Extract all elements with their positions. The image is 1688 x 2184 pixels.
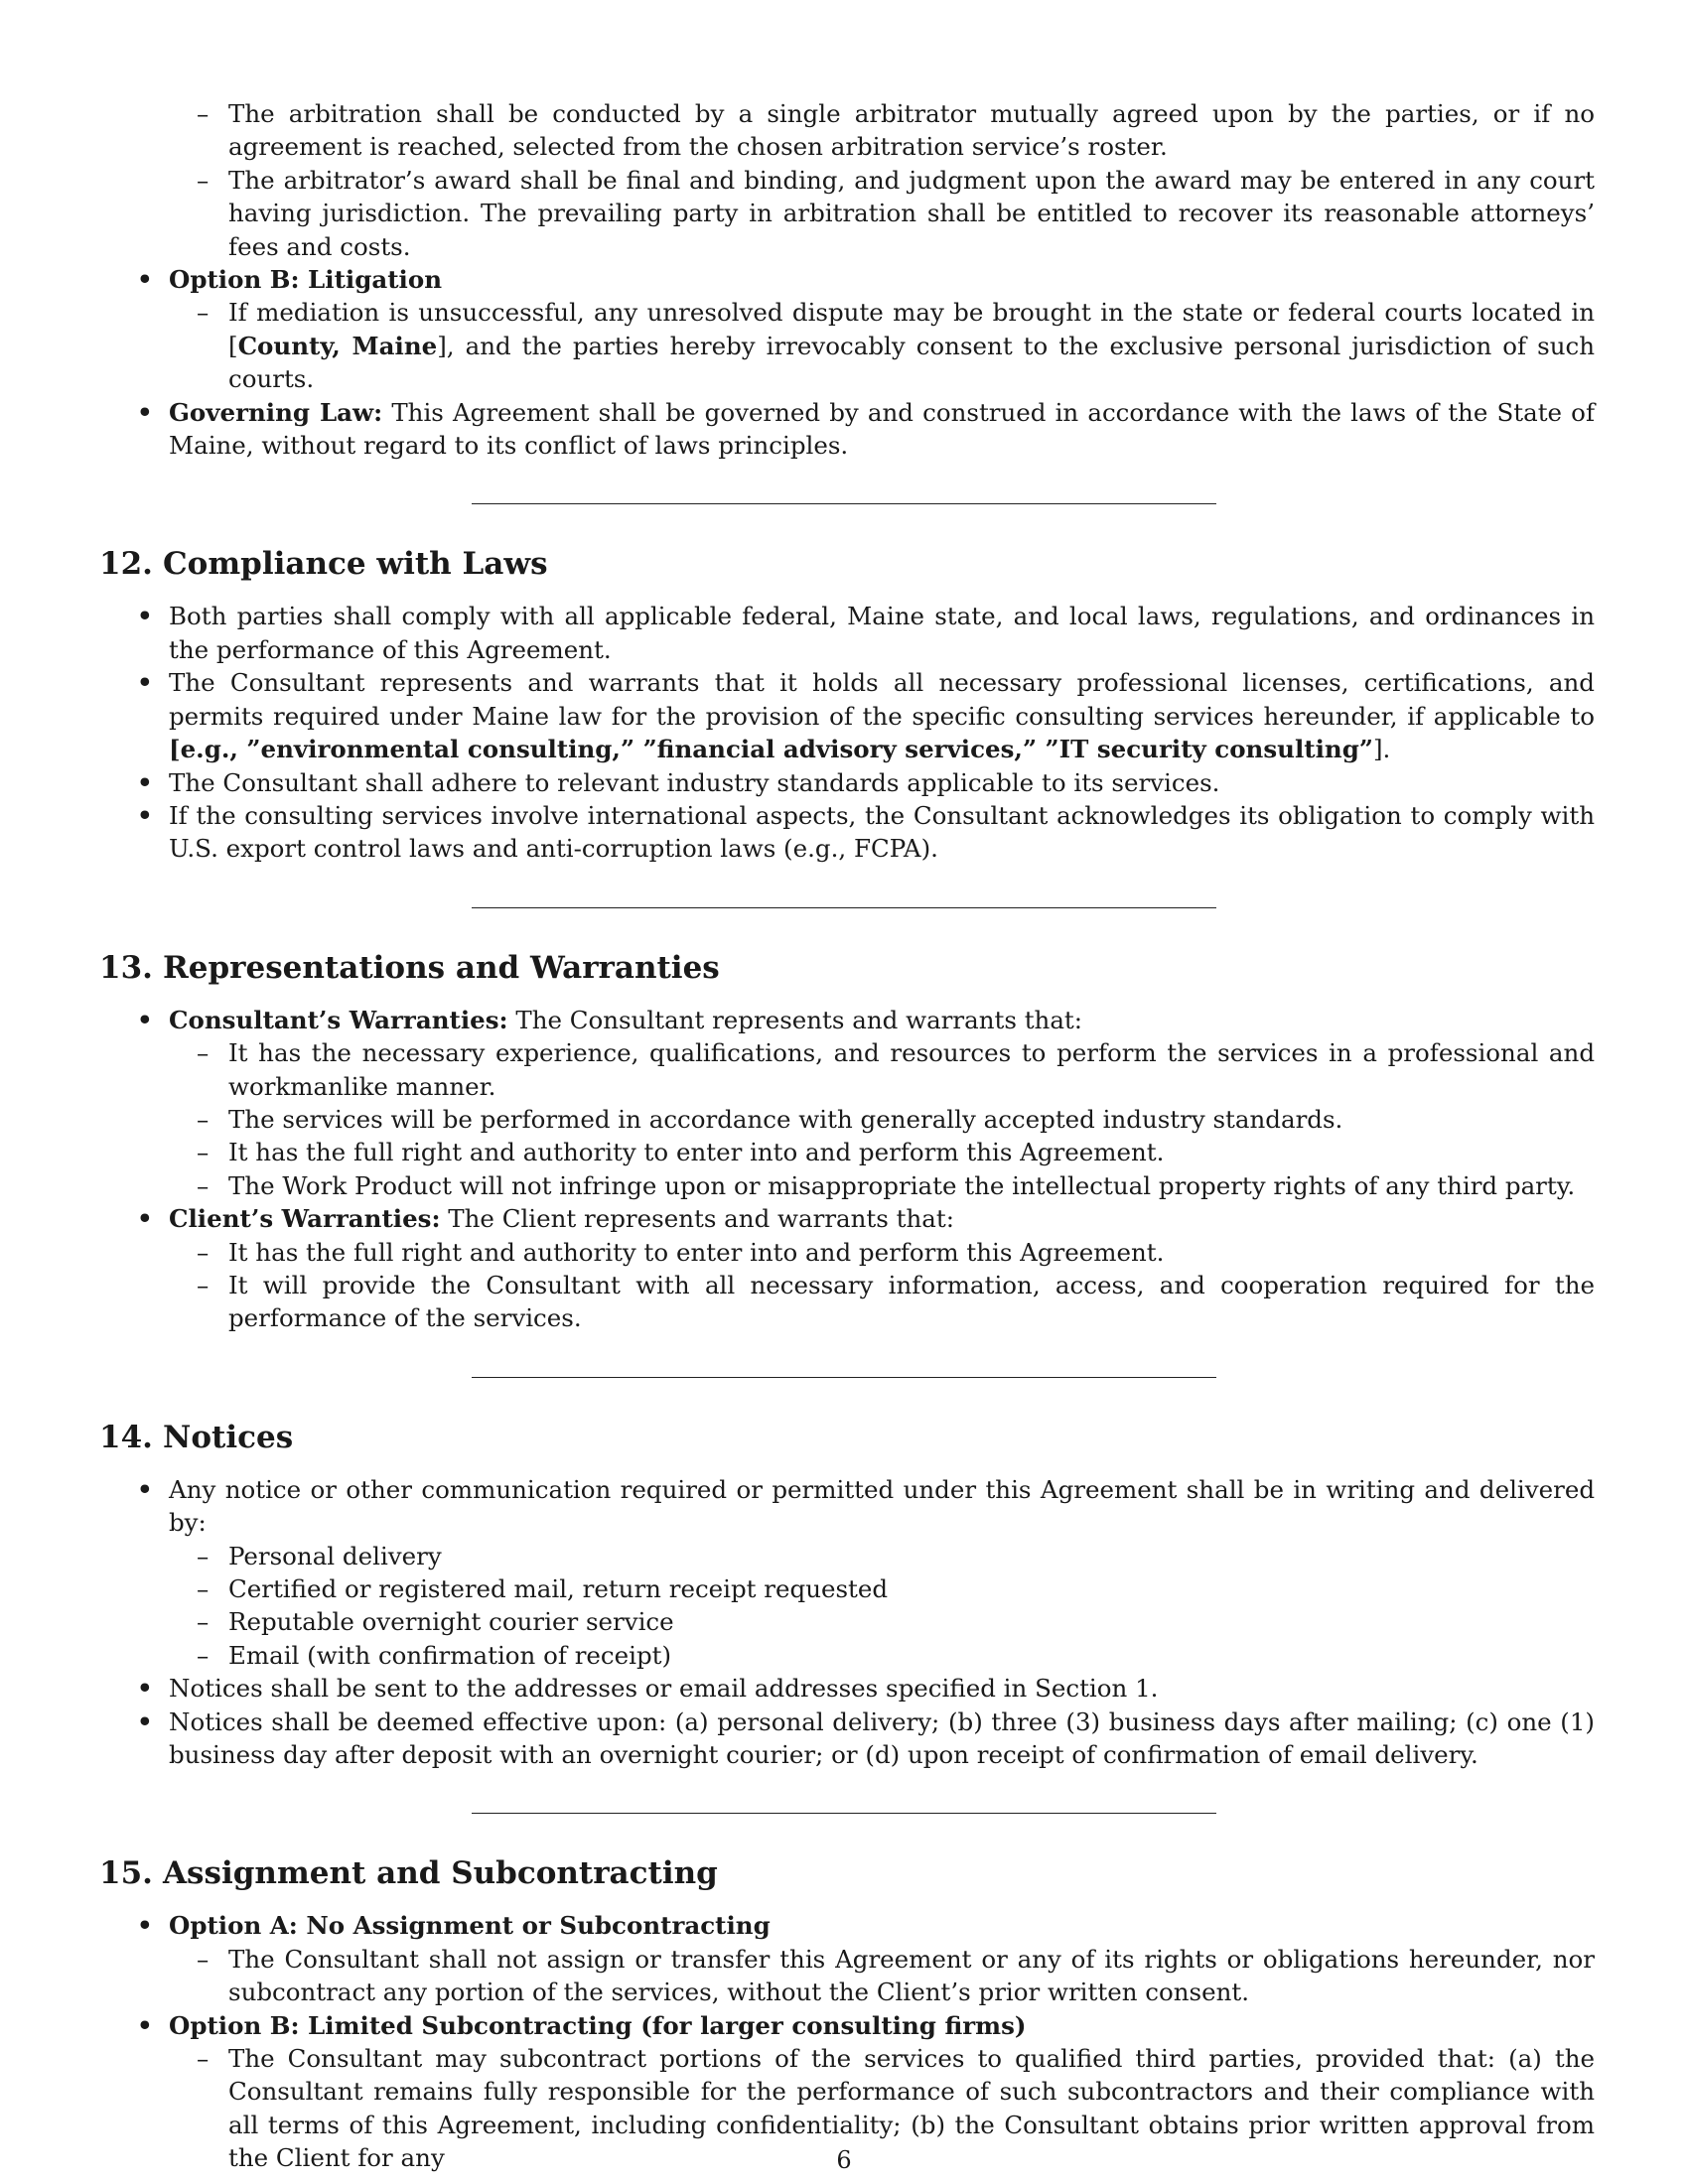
client-warranties-label: Client’s Warranties: bbox=[169, 1204, 441, 1234]
dash-marker: – bbox=[197, 1541, 210, 1570]
dash-marker: – bbox=[197, 1104, 210, 1134]
dash-marker: – bbox=[197, 165, 210, 195]
bullet-marker: • bbox=[137, 800, 153, 830]
list-item: – Certified or registered mail, return receipt requested bbox=[99, 1572, 1595, 1605]
list-item: – It will provide the Consultant with all necessary information, access, and cooperation required for the performance of the services. bbox=[197, 1270, 1595, 1333]
bullet-marker: • bbox=[137, 1674, 153, 1704]
document-body bbox=[99, 97, 1595, 2175]
bullet-marker: • bbox=[137, 265, 153, 295]
option-label: Option B: Litigation bbox=[169, 265, 443, 295]
bullet-marker: • bbox=[137, 602, 153, 631]
option-label: Option A: No Assignment or Subcontracting bbox=[169, 1911, 771, 1941]
dash-marker: – bbox=[197, 298, 210, 328]
list-item: – Reputable overnight courier service bbox=[99, 1605, 1595, 1638]
list-item: • Notices shall be sent to the addresses or email addresses specified in Section 1. bbox=[99, 1672, 1595, 1705]
dash-marker: – bbox=[197, 1237, 210, 1267]
section-heading: 15. Assignment and Subcontracting bbox=[99, 1855, 718, 1892]
bullet-marker: • bbox=[137, 2010, 153, 2040]
list-item: • Notices shall be deemed effective upon: (a) personal delivery; (b) three (3) business days after mailing; (c) one (1) business day after deposit with an overnight courier; or (d) upon receipt of confirmation of email delivery. bbox=[137, 1706, 1595, 1770]
bullet-marker: • bbox=[137, 1706, 153, 1736]
list-item: • Any notice or other communication required or permitted under this Agreement shall be in writing and delivered by: bbox=[137, 1474, 1595, 1538]
section-heading: 13. Representations and Warranties bbox=[99, 949, 720, 986]
list-item: • Client’s Warranties: The Client represents and warrants that: bbox=[99, 1202, 1595, 1235]
page-number: 6 bbox=[836, 2146, 852, 2174]
dash-marker: – bbox=[197, 1270, 210, 1299]
list-item: • Governing Law: This Agreement shall be governed by and construed in accordance with the laws of the State of Maine, without regard to its conflict of laws principles. bbox=[137, 397, 1596, 461]
list-item: – Email (with confirmation of receipt) bbox=[99, 1639, 1595, 1672]
section-heading: 14. Notices bbox=[99, 1419, 294, 1455]
section-divider bbox=[472, 1813, 1216, 1814]
bullet-marker: • bbox=[137, 767, 153, 797]
bullet-marker: • bbox=[137, 1005, 153, 1034]
consultant-warranties-label: Consultant’s Warranties: bbox=[169, 1005, 508, 1034]
list-item: – Personal delivery bbox=[99, 1540, 1595, 1572]
list-item: • The Consultant represents and warrants that it holds all necessary professional licenses, certifications, and permits required under Maine law for the provision of the specific consulting services hereunder, if applicable to [e.g., ”environmental consulting,” ”financial advisory services,” ”IT security consulting”]. bbox=[137, 668, 1595, 764]
list-item: – The arbitrator’s award shall be final and binding, and judgment upon the award may be entered in any court having jurisdiction. The prevailing party in arbitration shall be entitled to recover its reasonable attorneys’ fees and costs. bbox=[197, 165, 1595, 261]
placeholder-county: County, Maine bbox=[237, 331, 438, 360]
list-item: • If the consulting services involve international aspects, the Consultant acknowledges its obligation to comply with U.S. export control laws and anti-corruption laws (e.g., FCPA). bbox=[137, 800, 1595, 864]
dash-marker: – bbox=[197, 1038, 210, 1068]
governing-law-label: Governing Law: bbox=[169, 397, 383, 427]
list-item bbox=[99, 263, 1595, 296]
list-item: – The services will be performed in accordance with generally accepted industry standards. bbox=[99, 1103, 1595, 1136]
bullet-marker: • bbox=[137, 1204, 153, 1234]
dash-marker: – bbox=[197, 1640, 210, 1670]
list-item: – It has the necessary experience, qualifications, and resources to perform the services in a professional and workmanlike manner. bbox=[197, 1038, 1595, 1101]
bullet-marker: • bbox=[137, 668, 153, 698]
list-item bbox=[99, 1909, 1595, 1942]
list-item: – If mediation is unsuccessful, any unresolved dispute may be brought in the state or federal courts located in [County, Maine], and the parties hereby irrevocably consent to the exclusive personal jurisdiction of such courts. bbox=[197, 298, 1595, 394]
dash-marker: – bbox=[197, 1944, 210, 1974]
dash-marker: – bbox=[197, 1138, 210, 1167]
section-heading: 12. Compliance with Laws bbox=[99, 546, 548, 583]
bullet-marker: • bbox=[137, 1911, 153, 1941]
dash-marker: – bbox=[197, 1170, 210, 1200]
list-item: • The Consultant shall adhere to relevant industry standards applicable to its services. bbox=[99, 766, 1595, 799]
list-item: – The Consultant shall not assign or transfer this Agreement or any of its rights or obligations hereunder, nor subcontract any portion of the services, without the Client’s prior written consent. bbox=[197, 1944, 1595, 2007]
dash-marker: – bbox=[197, 99, 210, 128]
list-item bbox=[99, 2009, 1595, 2042]
dash-marker: – bbox=[197, 1574, 210, 1603]
list-item: • Both parties shall comply with all applicable federal, Maine state, and local laws, regulations, and ordinances in the performance of this Agreement. bbox=[137, 602, 1595, 664]
list-item: – It has the full right and authority to enter into and perform this Agreement. bbox=[99, 1136, 1595, 1168]
list-item: – The Consultant may subcontract portions of the services to qualified third parties, provided that: (a) the Consultant remains fully responsible for the performance of such subcontractors and their compliance with all terms of this Agreement, including confidentiality; (b) the Consultant obtains prior written approval from the Client for any bbox=[197, 2044, 1595, 2173]
dash-marker: – bbox=[197, 1607, 210, 1637]
placeholder-examples: [e.g., ”environmental consulting,” ”financial advisory services,” ”IT security consulting” bbox=[169, 735, 1373, 764]
bullet-marker: • bbox=[137, 1474, 153, 1504]
section-divider bbox=[472, 503, 1216, 504]
list-item: • Consultant’s Warranties: The Consultant represents and warrants that: bbox=[99, 1004, 1595, 1036]
section-divider bbox=[472, 1377, 1216, 1378]
bullet-marker: • bbox=[137, 397, 153, 427]
section-divider bbox=[472, 907, 1216, 908]
dash-marker: – bbox=[197, 2044, 210, 2074]
list-item: – The arbitration shall be conducted by a single arbitrator mutually agreed upon by the parties, or if no agreement is reached, selected from the chosen arbitration service’s roster. bbox=[197, 99, 1595, 162]
list-item: – The Work Product will not infringe upon or misappropriate the intellectual property rights of any third party. bbox=[99, 1169, 1595, 1202]
option-label: Option B: Limited Subcontracting (for larger consulting firms) bbox=[169, 2010, 1027, 2040]
list-item: – It has the full right and authority to enter into and perform this Agreement. bbox=[99, 1236, 1595, 1269]
